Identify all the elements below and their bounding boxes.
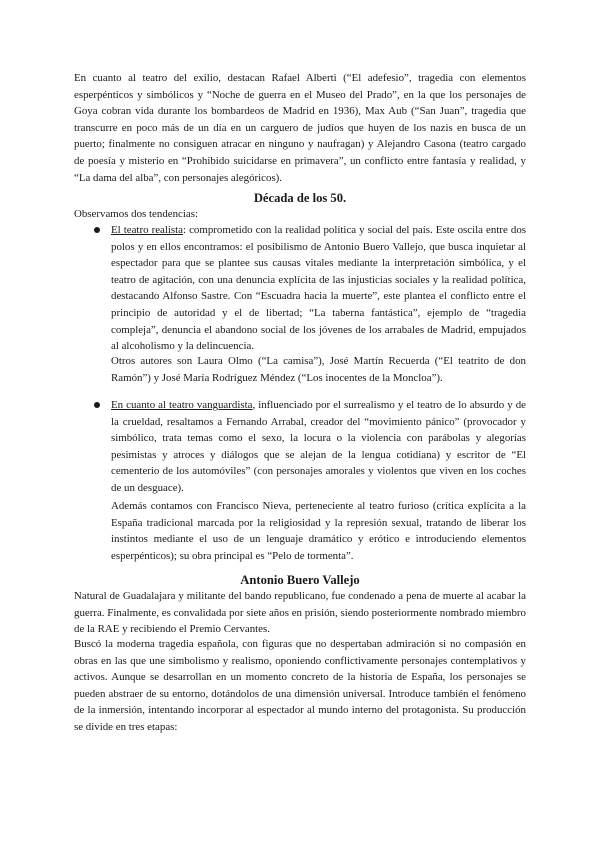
nieva-paragraph: Además contamos con Francisco Nieva, perteneciente al teatro furioso (crítica explícita a la España tradicional marcada por la religiosidad y la represión sexual, tratando de liberar los instintos mediante el uso de un lenguaje dramático y erótico e introduciendo elementos esperpénticos); su obra principal es “Pelo de tormenta”. [111, 500, 526, 562]
section-heading-decade-50: Década de los 50. [253, 191, 347, 205]
realist-theatre-text: : comprometido con la realidad política y social del país. Este oscila entre dos polos y en ellos encontramos: el posibilismo de Antonio Buero Vallejo, que busca inquietar al espectador para que se plantee sus causas vitales mediante la interpretación simbólica, y el teatro de agitación, con una denuncia explícita de las injusticias sociales y la realidad política, destacando Alfonso Sastre. Con “Escuadra hacia la muerte”, este plantea el conflicto entre el principio de autoridad y el de libertad; “La taberna fantástica”, ejemplo de “tragedia compleja”, denuncia el abandono social de los jóvenes de los arrabales de Madrid, empujados al alcoholismo y la delincuencia. [111, 224, 526, 353]
avant-garde-theatre-item [111, 397, 526, 497]
realist-theatre-item [111, 222, 526, 355]
bullet-icon [94, 402, 100, 408]
avant-garde-theatre-label: En cuanto al teatro vanguardista [111, 399, 253, 411]
exile-theatre-paragraph: En cuanto al teatro del exilio, destacan Rafael Alberti (“El adefesio”, tragedia con elementos esperpénticos y simbólicos y “Noche de guerra en el Museo del Prado”, en la que los personajes de Goya cobran vida durante los bombardeos de Madrid en 1936), Max Aub (“San Juan”, tragedia que transcurre en poco más de un día en un carguero de judíos que huyen de los nazis en busca de un puerto; finalmente no consiguen atracar en ninguno y naufragan) y Alejandro Casona (teatro cargado de poesía y misterio en “Prohibido suicidarse en primavera”, un conflicto entre fantasía y realidad, y “La dama del alba”, con personajes alegóricos). [74, 72, 526, 184]
buero-biography-paragraph: Natural de Guadalajara y militante del bando republicano, fue condenado a pena de muerte al acabar la guerra. Finalmente, es convalidada por siete años en prisión, siendo posteriormente nombrado miembro de la RAE y recibiendo el Premio Cervantes. [74, 590, 526, 636]
realist-other-authors: Otros autores son Laura Olmo (“La camisa”), José Martín Recuerda (“El teatrito de don Ramón”) y José María Rodríguez Méndez (“Los inocentes de la Moncloa”). [111, 355, 526, 384]
bullet-icon [94, 227, 100, 233]
avant-garde-theatre-text: , influenciado por el surrealismo y el teatro de lo absurdo y de la crueldad, resaltamos a Fernando Arrabal, creador del “movimiento pánico” (provocador y simbólico, trata temas como el sexo, la locura o la violencia con parábolas y alegorías pesimistas y atroces y diálogos que se alejan de la lengua cotidiana) y escritor de “El cementerio de los automóviles” (con personajes amorales y violentos que viven en los coches de un desguace). [111, 399, 526, 494]
section-heading-buero-vallejo: Antonio Buero Vallejo [240, 573, 360, 587]
buero-tragedy-paragraph: Buscó la moderna tragedia española, con figuras que no despertaban admiración si no compasión en obras en las que une simbolismo y realismo, oponiendo conflictivamente personajes contemplativos y activos. Aunque se desarrollan en un momento concreto de la historia de España, los personajes se pueden abstraer de su entorno, dotándolos de una dimensión universal. Introduce también el fenómeno de la inmersión, intentando incorporar al espectador al mundo interno del protagonista. Su producción se divide en tres etapas: [74, 638, 526, 733]
two-tendencies-lead: Observamos dos tendencias: [74, 208, 199, 220]
realist-theatre-label: El teatro realista [111, 224, 184, 236]
